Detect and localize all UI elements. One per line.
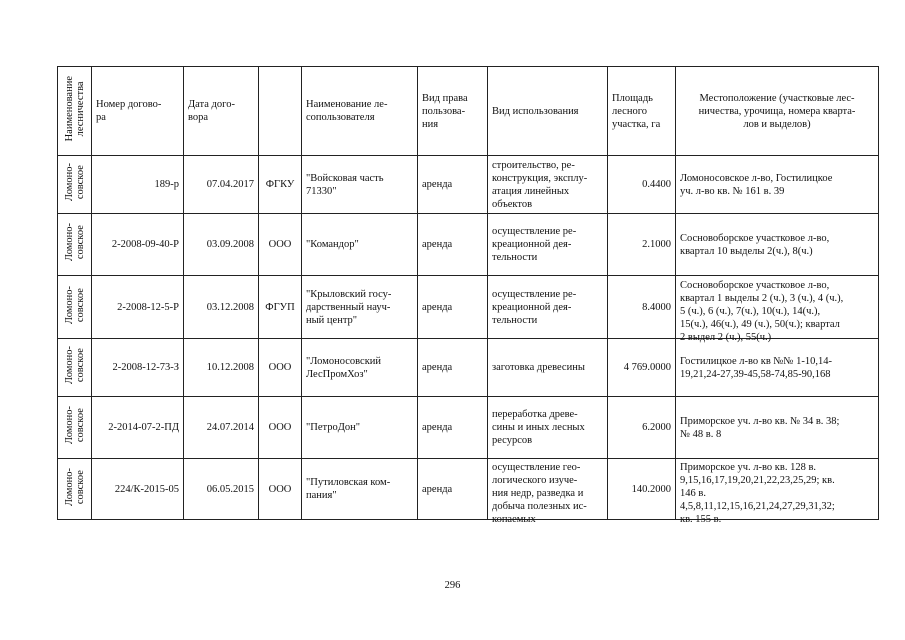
cell-org-form: ООО	[259, 214, 302, 276]
usage-text: заготовка древесины	[492, 362, 585, 373]
cell-right-type: аренда	[418, 276, 488, 339]
cell-contract-no: 2-2014-07-2-ПД	[92, 397, 184, 459]
location-text: Сосновоборское участковое л-во, квартал 10 выделы 2(ч.), 8(ч.)	[680, 232, 830, 257]
cell-area: 0.4400	[608, 156, 676, 214]
location-text: Приморское уч. л-во кв. № 34 в. 38; № 48 в. 8	[680, 415, 840, 440]
cell-org-form: ФГУП	[259, 276, 302, 339]
page-number: 296	[444, 580, 461, 591]
cell-contract-no: 224/К-2015-05	[92, 459, 184, 520]
cell-right-type: аренда	[418, 214, 488, 276]
cell-area: 4 769.0000	[608, 339, 676, 397]
cell-location	[676, 459, 879, 525]
cell-contract-date: 06.05.2015	[184, 459, 259, 520]
header-location: Местоположение (участковые лес- ничества, урочища, номера кварта- лов и выделов)	[676, 67, 879, 156]
header-org-form	[259, 67, 302, 156]
cell-location	[676, 156, 879, 214]
usage-text: осуществление гео- логического изуче- ния недр, разведка и добыча полезных ис- копаемых	[492, 462, 587, 525]
header-area: Площадь лесного участка, га	[608, 67, 676, 156]
cell-usage-type	[488, 459, 608, 525]
cell-forestry: Ломоно- совское	[58, 339, 92, 397]
table-header-row	[58, 67, 879, 156]
table-row	[58, 459, 879, 520]
cell-location	[676, 276, 879, 343]
cell-user-name: "Крыловский госу- дарственный науч- ный центр"	[302, 276, 418, 339]
forest-lease-table	[57, 66, 879, 525]
cell-forestry: Ломоно- совское	[58, 276, 92, 339]
cell-usage-type	[488, 276, 608, 339]
cell-contract-no: 2-2008-12-73-З	[92, 339, 184, 397]
usage-text: переработка древе- сины и иных лесных ресурсов	[492, 409, 585, 446]
cell-usage-type	[488, 156, 608, 214]
cell-user-name: "ПетроДон"	[302, 397, 418, 459]
cell-contract-no: 189-р	[92, 156, 184, 214]
cell-org-form: ООО	[259, 459, 302, 520]
header-usage-type: Вид использования	[488, 67, 608, 156]
cell-right-type: аренда	[418, 397, 488, 459]
cell-right-type: аренда	[418, 156, 488, 214]
cell-area: 140.2000	[608, 459, 676, 520]
header-user-name: Наименование ле- сопользователя	[302, 67, 418, 156]
cell-location	[676, 339, 879, 397]
usage-text: строительство, ре- конструкция, эксплу- атация линейных объектов	[492, 159, 588, 210]
table-row	[58, 156, 879, 214]
cell-location	[676, 397, 879, 459]
cell-area: 8.4000	[608, 276, 676, 339]
cell-user-name: "Ломоносовский ЛесПромХоз"	[302, 339, 418, 397]
cell-contract-date: 03.12.2008	[184, 276, 259, 339]
cell-right-type: аренда	[418, 459, 488, 520]
cell-forestry: Ломоно- совское	[58, 397, 92, 459]
cell-org-form: ФГКУ	[259, 156, 302, 214]
cell-usage-type	[488, 214, 608, 276]
usage-text: осуществление ре- креационной дея- тельности	[492, 226, 577, 263]
cell-contract-date: 24.07.2014	[184, 397, 259, 459]
cell-usage-type	[488, 397, 608, 459]
cell-usage-type	[488, 339, 608, 397]
cell-contract-no: 2-2008-12-5-Р	[92, 276, 184, 339]
cell-right-type: аренда	[418, 339, 488, 397]
location-text: Ломоносовское л-во, Гостилицкое уч. л-во кв. № 161 в. 39	[680, 172, 833, 197]
cell-forestry: Ломоно- совское	[58, 459, 92, 520]
cell-contract-date: 10.12.2008	[184, 339, 259, 397]
cell-org-form: ООО	[259, 397, 302, 459]
cell-org-form: ООО	[259, 339, 302, 397]
location-text: Сосновоборское участковое л-во, квартал 1 выделы 2 (ч.), 3 (ч.), 4 (ч.), 5 (ч.), 6 (ч.), 7(ч.), 10(ч.), 14(ч.), 15(ч.), 46(ч.), 49 (ч.), 50(ч.); квартал 2 выдел 2 (ч.), 55(ч.)	[680, 280, 844, 343]
cell-forestry: Ломоно- совское	[58, 156, 92, 214]
table-row	[58, 214, 879, 276]
cell-user-name: "Войсковая часть 71330"	[302, 156, 418, 214]
cell-contract-no: 2-2008-09-40-Р	[92, 214, 184, 276]
cell-contract-date: 03.09.2008	[184, 214, 259, 276]
cell-forestry: Ломоно- совское	[58, 214, 92, 276]
table-row	[58, 276, 879, 339]
table-row	[58, 397, 879, 459]
cell-area: 2.1000	[608, 214, 676, 276]
cell-location	[676, 214, 879, 276]
header-contract-no: Номер догово- ра	[92, 67, 184, 156]
location-text: Приморское уч. л-во кв. 128 в. 9,15,16,17,19,20,21,22,23,25,29; кв. 146 в. 4,5,8,11,12,15,16,21,24,27,29,31,32; кв. 155 в.	[680, 462, 835, 525]
header-forestry: Наименование лесничества	[58, 67, 92, 156]
cell-area: 6.2000	[608, 397, 676, 459]
header-right-type: Вид права пользова- ния	[418, 67, 488, 156]
table-row	[58, 339, 879, 397]
cell-user-name: "Командор"	[302, 214, 418, 276]
cell-user-name: "Путиловская ком- пания"	[302, 459, 418, 520]
cell-contract-date: 07.04.2017	[184, 156, 259, 214]
location-text: Гостилицкое л-во кв №№ 1-10,14- 19,21,24-27,39-45,58-74,85-90,168	[680, 355, 832, 380]
usage-text: осуществление ре- креационной дея- тельности	[492, 288, 577, 326]
header-contract-date: Дата дого- вора	[184, 67, 259, 156]
